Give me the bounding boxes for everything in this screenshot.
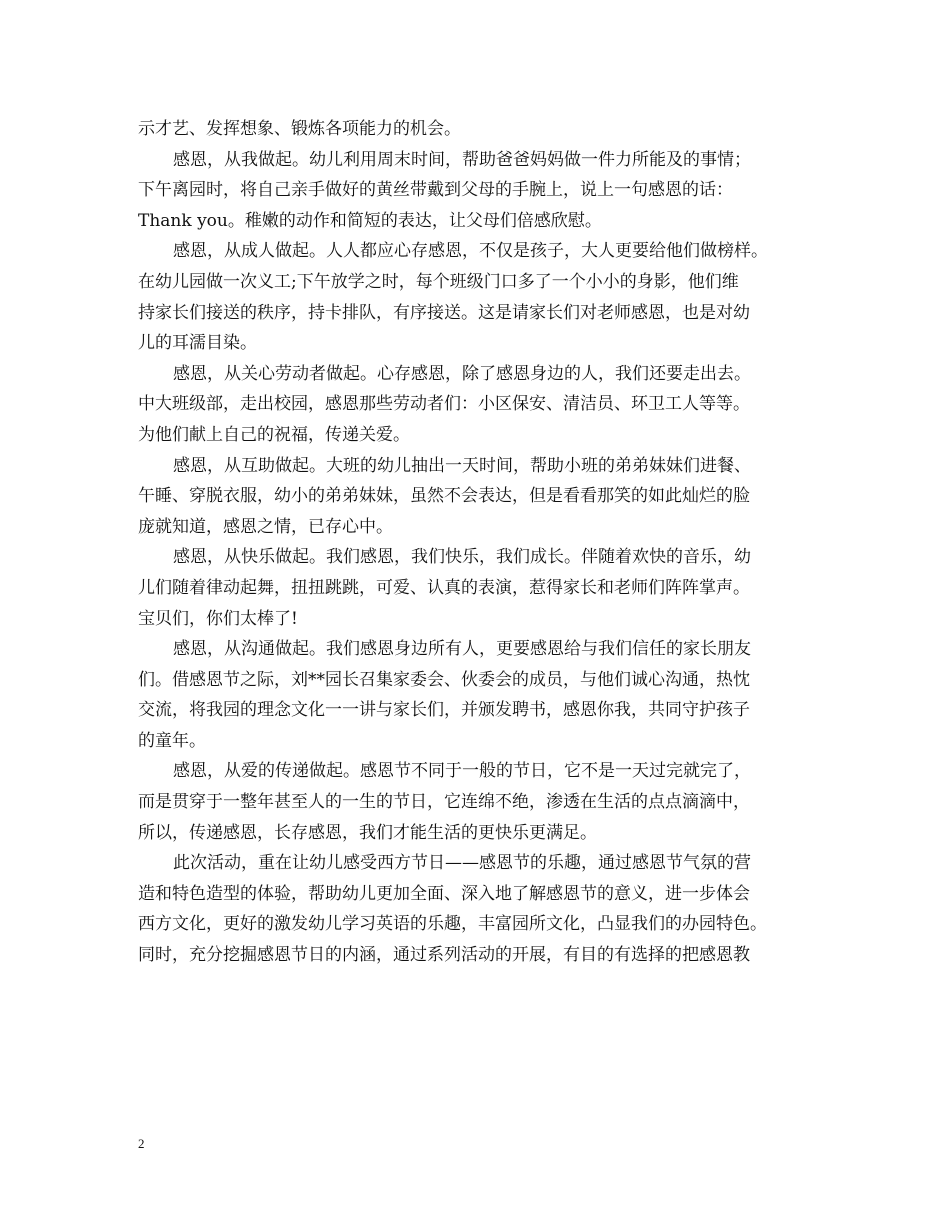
text-line: Thank you。稚嫩的动作和简短的表达，让父母们倍感欣慰。 xyxy=(138,210,602,231)
text-line: 午睡、穿脱衣服，幼小的弟弟妹妹，虽然不会表达，但是看看那笑的如此灿烂的脸 xyxy=(138,486,750,507)
text-line: 儿的耳濡目染。 xyxy=(138,333,257,354)
text-line: 而是贯穿于一整年甚至人的一生的节日，它连绵不绝，渗透在生活的点点滴滴中， xyxy=(138,792,750,813)
text-line: 下午离园时，将自己亲手做好的黄丝带戴到父母的手腕上，说上一句感恩的话： xyxy=(138,180,733,201)
text-line: 造和特色造型的体验，帮助幼儿更加全面、深入地了解感恩节的意义，进一步体会 xyxy=(138,883,750,904)
text-line: 中大班级部，走出校园，感恩那些劳动者们：小区保安、清洁员、环卫工人等等。 xyxy=(138,394,750,415)
page-number: 2 xyxy=(138,1136,145,1151)
text-line: 西方文化，更好的激发幼儿学习英语的乐趣，丰富园所文化，凸显我们的办园特色。 xyxy=(138,914,767,935)
text-line: 庞就知道，感恩之情，已存心中。 xyxy=(138,516,393,537)
text-line: 儿们随着律动起舞，扭扭跳跳，可爱、认真的表演，惹得家长和老师们阵阵掌声。 xyxy=(138,577,750,598)
text-line: 的童年。 xyxy=(138,730,206,751)
text-line: 宝贝们，你们太棒了! xyxy=(138,608,298,629)
text-line: 感恩，从爱的传递做起。感恩节不同于一般的节日，它不是一天过完就完了， xyxy=(173,761,751,782)
text-line: 感恩，从我做起。幼儿利用周末时间，帮助爸爸妈妈做一件力所能及的事情； xyxy=(173,149,751,170)
text-line: 感恩，从沟通做起。我们感恩身边所有人，更要感恩给与我们信任的家长朋友 xyxy=(173,639,751,660)
text-line: 感恩，从快乐做起。我们感恩，我们快乐，我们成长。伴随着欢快的音乐，幼 xyxy=(173,547,751,568)
body-text xyxy=(138,114,818,971)
text-line: 交流，将我园的理念文化一一讲与家长们，并颁发聘书，感恩你我，共同守护孩子 xyxy=(138,700,750,721)
text-line: 感恩，从互助做起。大班的幼儿抽出一天时间，帮助小班的弟弟妹妹们进餐、 xyxy=(173,455,751,476)
text-line: 在幼儿园做一次义工;下午放学之时，每个班级门口多了一个小小的身影，他们维 xyxy=(138,271,739,292)
text-line: 感恩，从成人做起。人人都应心存感恩，不仅是孩子，大人更要给他们做榜样。 xyxy=(173,241,768,262)
text-line: 此次活动，重在让幼儿感受西方节日——感恩节的乐趣，通过感恩节气氛的营 xyxy=(173,853,751,874)
text-line: 持家长们接送的秩序，持卡排队，有序接送。这是请家长们对老师感恩，也是对幼 xyxy=(138,302,750,323)
text-line: 同时，充分挖掘感恩节日的内涵，通过系列活动的开展，有目的有选择的把感恩教 xyxy=(138,945,750,966)
text-line: 示才艺、发挥想象、锻炼各项能力的机会。 xyxy=(138,119,461,139)
text-line: 感恩，从关心劳动者做起。心存感恩，除了感恩身边的人，我们还要走出去。 xyxy=(173,363,751,384)
text-line: 为他们献上自己的祝福，传递关爱。 xyxy=(138,424,410,445)
text-line: 所以，传递感恩，长存感恩，我们才能生活的更快乐更满足。 xyxy=(138,822,597,843)
text-line: 们。借感恩节之际，刘**园长召集家委会、伙委会的成员，与他们诚心沟通，热忱 xyxy=(138,669,750,690)
